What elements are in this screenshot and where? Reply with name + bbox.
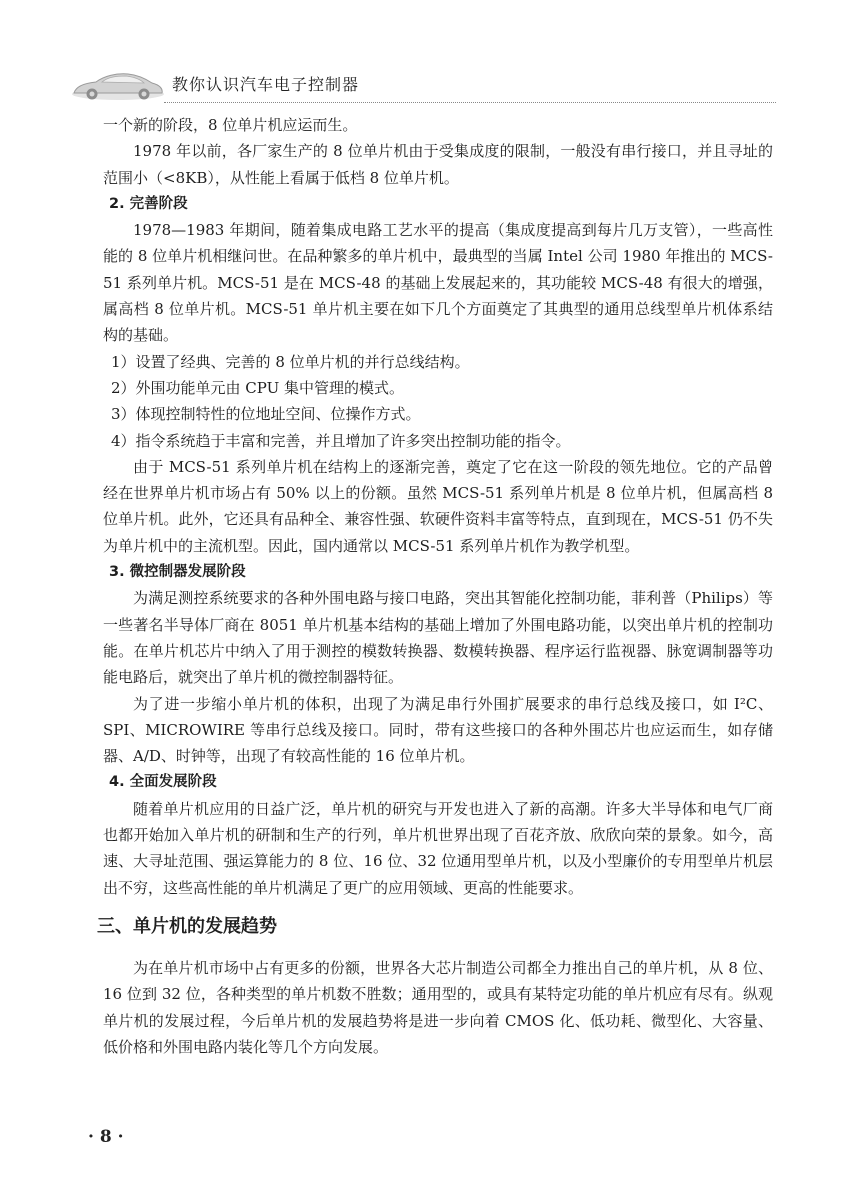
subheading-stage-2: 2. 完善阶段	[109, 195, 188, 212]
paragraph: 为了进一步缩小单片机的体积，出现了为满足串行外围扩展要求的串行总线及接口，如 I²C、SPI、MICROWIRE 等串行总线及接口。同时，带有这些接口的各种外围芯片也应运而生，如存储器、A/D、时钟等，出现了有较高性能的 16 位单片机。	[103, 694, 773, 766]
paragraph: 1978—1983 年期间，随着集成电路工艺水平的提高（集成度提高到每片几万支管），一些高性能的 8 位单片机相继问世。在品种繁多的单片机中，最典型的当属 Intel 公司 1980 年推出的 MCS-51 系列单片机。MCS-51 是在 MCS-48 的基础上发展起来的，其功能较 MCS-48 有很大的增强，属高档 8 位单片机。MCS-51 单片机主要在如下几个方面奠定了其典型的通用总线型单片机体系结构的基础。	[103, 221, 773, 345]
paragraph: 为满足测控系统要求的各种外围电路与接口电路，突出其智能化控制功能，菲利普（Philips）等一些著名半导体厂商在 8051 单片机基本结构的基础上增加了外围电路功能，以突出单片机的控制功能。在单片机芯片中纳入了用于测控的模数转换器、数模转换器、程序运行监视器、脉宽调制器等功能电路后，就突出了单片机的微控制器特征。	[103, 589, 773, 687]
running-header	[68, 62, 776, 106]
subheading-stage-4: 4. 全面发展阶段	[109, 774, 217, 791]
section-title: 三、单片机的发展趋势	[97, 915, 277, 937]
header-title: 教你认识汽车电子控制器	[172, 75, 360, 94]
subheading-stage-3: 3. 微控制器发展阶段	[109, 564, 246, 581]
body-text	[97, 112, 773, 1060]
paragraph: 由于 MCS-51 系列单片机在结构上的逐渐完善，奠定了它在这一阶段的领先地位。它的产品曾经在世界单片机市场占有 50% 以上的份额。虽然 MCS-51 系列单片机是 8 位单片机，但属高档 8 位单片机。此外，它还具有品种全、兼容性强、软硬件资料丰富等特点，直到现在，MCS-51 仍不失为单片机中的主流机型。因此，国内通常以 MCS-51 系列单片机作为教学机型。	[103, 457, 773, 555]
list-item: 1）设置了经典、完善的 8 位单片机的并行总线结构。	[111, 352, 470, 371]
list-item: 4）指令系统趋于丰富和完善，并且增加了许多突出控制功能的指令。	[111, 431, 571, 450]
paragraph: 为在单片机市场中占有更多的份额，世界各大芯片制造公司都全力推出自己的单片机，从 8 位、16 位到 32 位，各种类型的单片机数不胜数；通用型的，或具有某特定功能的单片机应有尽有。纵观单片机的发展过程，今后单片机的发展趋势将是进一步向着 CMOS 化、低功耗、微型化、大容量、低价格和外围电路内装化等几个方向发展。	[103, 958, 773, 1056]
page-number: · 8 ·	[88, 1127, 124, 1147]
paragraph: 一个新的阶段，8 位单片机应运而生。	[103, 116, 358, 134]
list-item: 3）体现控制特性的位地址空间、位操作方式。	[111, 405, 421, 424]
paragraph: 1978 年以前，各厂家生产的 8 位单片机由于受集成度的限制，一般没有串行接口，并且寻址的范围小（<8KB），从性能上看属于低档 8 位单片机。	[103, 142, 773, 187]
paragraph: 随着单片机应用的日益广泛，单片机的研究与开发也进入了新的高潮。许多大半导体和电气厂商也都开始加入单片机的研制和生产的行列，单片机世界出现了百花齐放、欣欣向荣的景象。如今，高速、大寻址范围、强运算能力的 8 位、16 位、32 位通用型单片机，以及小型廉价的专用型单片机层出不穷，这些高性能的单片机满足了更广的应用领域、更高的性能要求。	[103, 799, 773, 897]
header-divider	[164, 102, 776, 103]
list-item: 2）外围功能单元由 CPU 集中管理的模式。	[111, 378, 405, 397]
car-logo-icon	[68, 66, 166, 102]
